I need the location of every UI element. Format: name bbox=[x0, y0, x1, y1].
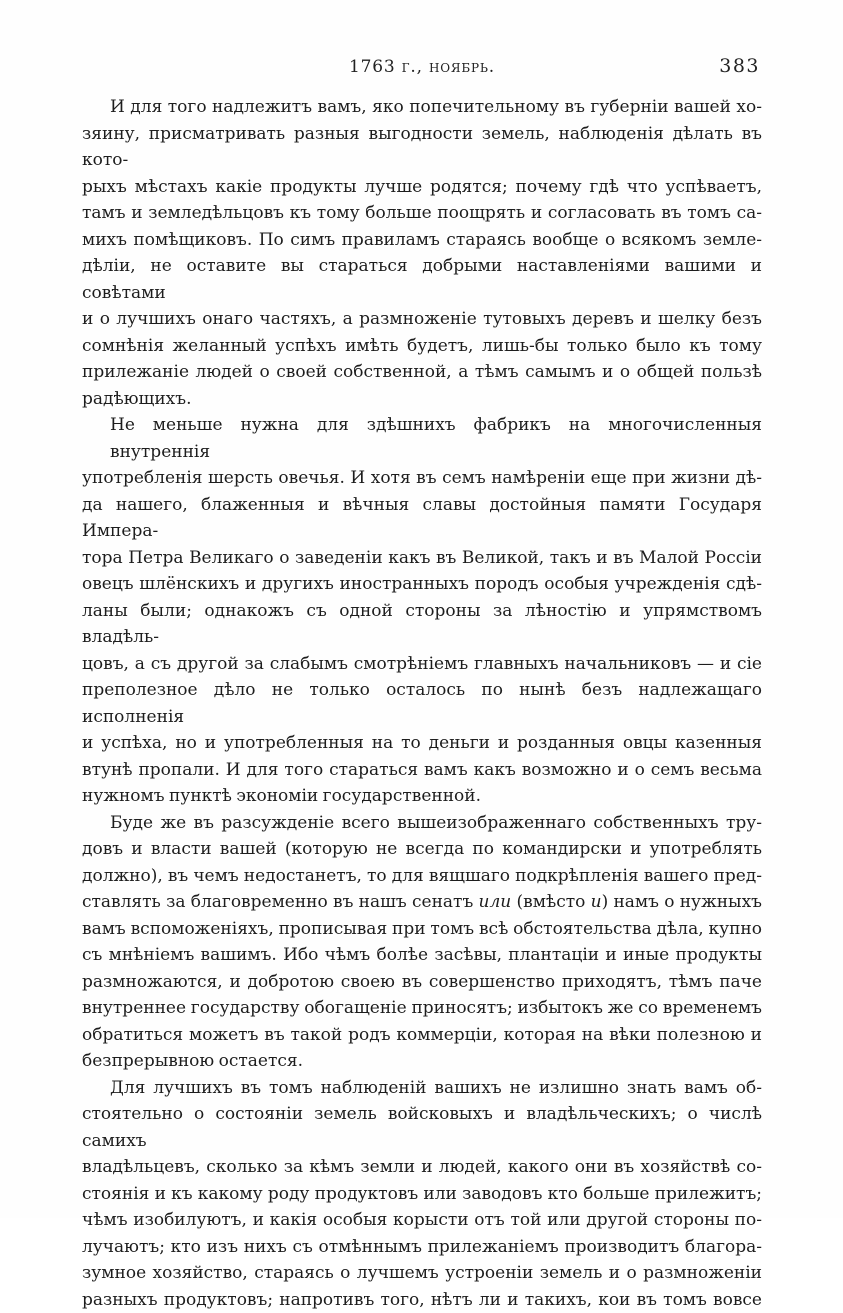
text-line: И для того надлежитъ вамъ, яко попечительному въ губерніи вашей хо- bbox=[82, 94, 762, 121]
text-line: и о лучшихъ онаго частяхъ, а размноженіе тутовыхъ деревъ и шелку безъ bbox=[82, 306, 762, 333]
text-line: внутреннее государству обогащеніе приносятъ; избытокъ же со временемъ bbox=[82, 995, 762, 1022]
text-line: употребленія шерсть овечья. И хотя въ семъ намѣреніи еще при жизни дѣ- bbox=[82, 465, 762, 492]
paragraph bbox=[82, 810, 762, 1075]
text-line: ставлять за благовременно въ нашъ сенатъ или (вмѣсто и) намъ о нужныхъ bbox=[82, 889, 762, 916]
text-line: преполезное дѣло не только осталось по нынѣ безъ надлежащаго исполненія bbox=[82, 677, 762, 730]
text-line: безпрерывною остается. bbox=[82, 1048, 762, 1075]
text-line: втунѣ пропали. И для того стараться вамъ какъ возможно и о семъ весьма bbox=[82, 757, 762, 784]
text-line: цовъ, а съ другой за слабымъ смотрѣніемъ главныхъ начальниковъ — и сіе bbox=[82, 651, 762, 678]
text-line: зяину, присматривать разныя выгодности земель, наблюденія дѣлать въ кото- bbox=[82, 121, 762, 174]
text-line: размножаются, и добротою своею въ совершенство приходятъ, тѣмъ паче bbox=[82, 969, 762, 996]
page-number: 383 bbox=[719, 55, 760, 77]
text-line: довъ и власти вашей (которую не всегда по командирски и употреблять bbox=[82, 836, 762, 863]
text-line: разныхъ продуктовъ; напротивъ того, нѣтъ ли и такихъ, кои въ томъ вовсе bbox=[82, 1287, 762, 1313]
text-line: дѣліи, не оставите вы стараться добрыми наставленіями вашими и совѣтами bbox=[82, 253, 762, 306]
text-line: радѣющихъ. bbox=[82, 386, 762, 413]
text-line: лучаютъ; кто изъ нихъ съ отмѣннымъ прилежаніемъ производитъ благора- bbox=[82, 1234, 762, 1261]
text-line: стоянія и къ какому роду продуктовъ или заводовъ кто больше прилежитъ; bbox=[82, 1181, 762, 1208]
text-line: и успѣха, но и употребленныя на то деньги и розданныя овцы казенныя bbox=[82, 730, 762, 757]
text-line: Для лучшихъ въ томъ наблюденій вашихъ не излишно знать вамъ об- bbox=[82, 1075, 762, 1102]
page-body bbox=[82, 94, 762, 1313]
text-line: Буде же въ разсужденіе всего вышеизображеннаго собственныхъ тру- bbox=[82, 810, 762, 837]
text-line: тамъ и земледѣльцовъ къ тому больше поощрять и согласовать въ томъ са- bbox=[82, 200, 762, 227]
text-line: обратиться можетъ въ такой родъ коммерціи, которая на вѣки полезною и bbox=[82, 1022, 762, 1049]
text-line: нужномъ пунктѣ экономіи государственной. bbox=[82, 783, 762, 810]
text-line: владѣльцевъ, сколько за кѣмъ земли и людей, какого они въ хозяйствѣ со- bbox=[82, 1154, 762, 1181]
running-header-title: 1763 г., ноябрь. bbox=[82, 57, 762, 77]
text-line: Не меньше нужна для здѣшнихъ фабрикъ на многочисленныя внутреннія bbox=[82, 412, 762, 465]
paragraph bbox=[82, 1075, 762, 1313]
text-line: чѣмъ изобилуютъ, и какія особыя корысти отъ той или другой стороны по- bbox=[82, 1207, 762, 1234]
text-line: вамъ вспоможеніяхъ, прописывая при томъ всѣ обстоятельства дѣла, купно bbox=[82, 916, 762, 943]
paragraph bbox=[82, 94, 762, 412]
text-line: зумное хозяйство, стараясь о лучшемъ устроеніи земель и о размноженіи bbox=[82, 1260, 762, 1287]
paragraph bbox=[82, 412, 762, 810]
text-line: должно), въ чемъ недостанетъ, то для вящшаго подкрѣпленія вашего пред- bbox=[82, 863, 762, 890]
text-line: михъ помѣщиковъ. По симъ правиламъ стараясь вообще о всякомъ земле- bbox=[82, 227, 762, 254]
text-line: ланы были; однакожъ съ одной стороны за лѣностію и упрямствомъ владѣль- bbox=[82, 598, 762, 651]
page-content bbox=[82, 0, 762, 1313]
text-line: стоятельно о состояніи земель войсковыхъ и владѣльческихъ; о числѣ самихъ bbox=[82, 1101, 762, 1154]
text-line: овецъ шлёнскихъ и другихъ иностранныхъ породъ особыя учрежденія сдѣ- bbox=[82, 571, 762, 598]
text-line: тора Петра Великаго о заведеніи какъ въ Великой, такъ и въ Малой Россіи bbox=[82, 545, 762, 572]
text-line: съ мнѣніемъ вашимъ. Ибо чѣмъ болѣе засѣвы, плантаціи и иные продукты bbox=[82, 942, 762, 969]
text-line: сомнѣнія желанный успѣхъ имѣть будетъ, лишь-бы только было къ тому bbox=[82, 333, 762, 360]
text-line: рыхъ мѣстахъ какіе продукты лучше родятся; почему гдѣ что успѣваетъ, bbox=[82, 174, 762, 201]
text-line: да нашего, блаженныя и вѣчныя славы достойныя памяти Государя Импера- bbox=[82, 492, 762, 545]
text-line: прилежаніе людей о своей собственной, а тѣмъ самымъ и о общей пользѣ bbox=[82, 359, 762, 386]
running-header bbox=[82, 57, 762, 81]
